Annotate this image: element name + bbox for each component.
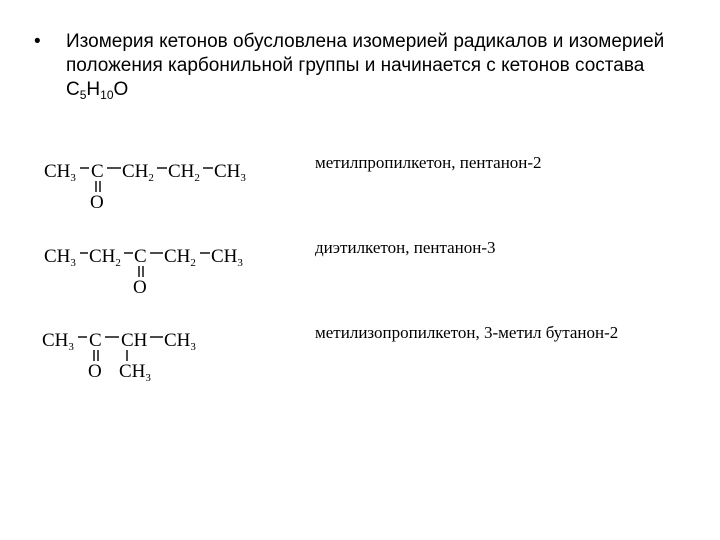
formula-1-c: C [91,161,104,182]
formula-3-c: C [89,330,102,351]
bullet-text-main: Изомерия кетонов обусловлена изомерией радикалов и изомерией положения карбонильной группы и начинается с кетонов состава С [66,31,665,100]
formula-3-ch3-branch: $CH_3$ [119,361,151,384]
formula-2-oxygen: O [133,277,147,298]
formula-2-ch3-right: $CH_3$ [211,246,243,269]
formula-2 [44,238,496,298]
formula-3-oxygen: O [88,361,102,382]
formula-1-ch2-b: $CH_2$ [168,161,200,184]
formula-1-oxygen: O [90,192,104,213]
formula-3-ch3-left: $CH_3$ [42,330,74,353]
formula-2-ch2-a: $CH_2$ [89,246,121,269]
formula-2-ch3-left: $CH_3$ [44,246,76,269]
formula-1-ch2-a: $CH_2$ [122,161,154,184]
formula-1-ch3-left: $CH_3$ [44,161,76,184]
formula-element-h: Н [86,79,101,100]
formula-1-name: метилпропилкетон, пентанон-2 [315,153,542,172]
formula-3-ch3-right: $CH_3$ [164,330,196,353]
formula-3 [42,323,618,384]
formula-2-name: диэтилкетон, пентанон-3 [315,238,496,257]
formula-element-o: О [113,79,129,100]
bullet-marker: • [34,31,41,52]
formula-1 [44,153,542,213]
formula-subscript-c: 5 [79,88,87,102]
formula-3-name: метилизопропилкетон, 3-метил бутанон-2 [315,323,619,342]
formula-2-c: C [134,246,147,267]
formula-subscript-h: 10 [100,88,114,102]
formula-2-ch2-b: $CH_2$ [164,246,196,269]
formula-1-ch3-right: $CH_3$ [214,161,246,184]
formula-3-ch: CH [121,330,148,351]
